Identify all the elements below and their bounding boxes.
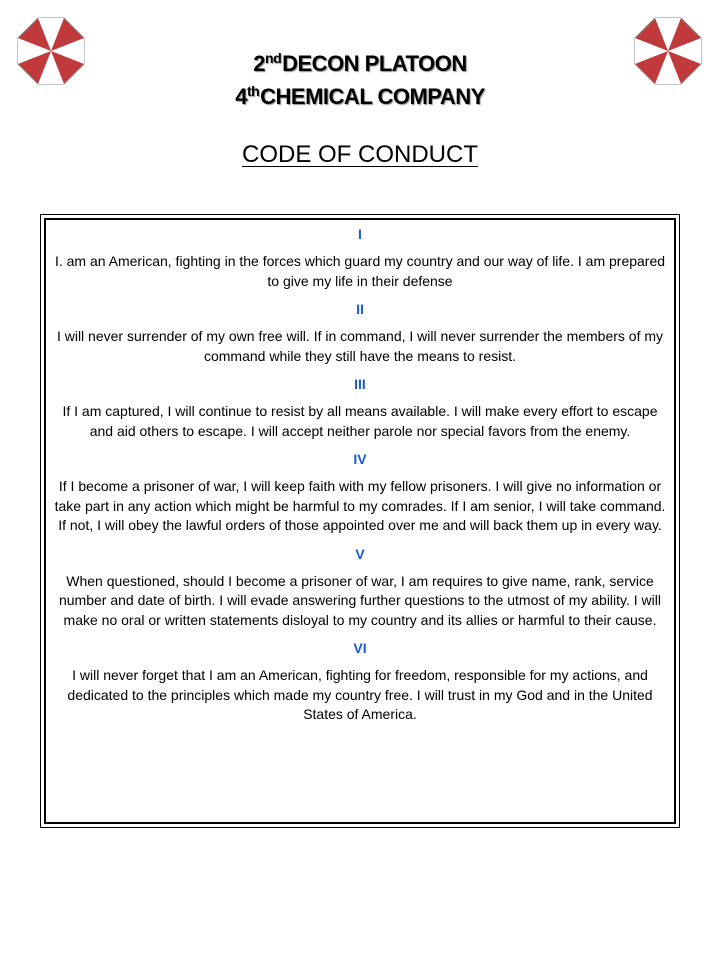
code-frame xyxy=(40,214,680,828)
page-title: CODE OF CONDUCT xyxy=(242,141,478,168)
company-name: CHEMICAL COMPANY xyxy=(260,84,485,109)
code-frame-inner xyxy=(44,218,676,824)
article-text: I will never forget that I am an American, fighting for freedom, responsible for my actions, and dedicated to the principles which made my country free. I will trust in my God and in the United States of America. xyxy=(67,667,653,722)
platoon-ordinal: 2 xyxy=(253,51,266,76)
article-numeral: IV xyxy=(353,451,367,467)
company-heading xyxy=(0,83,720,113)
article-text: I will never surrender of my own free will. If in command, I will never surrender the members of my command while they still have the means to resist. xyxy=(56,328,664,364)
article-text: I. am an American, fighting in the forces which guard my country and our way of life. I am prepared to give my life in their defense xyxy=(54,253,666,289)
platoon-name: DECON PLATOON xyxy=(282,51,467,76)
article-numeral: III xyxy=(354,376,366,392)
article-numeral: V xyxy=(355,545,365,562)
platoon-heading xyxy=(0,50,720,80)
company-ordinal: 4 xyxy=(235,84,247,109)
article-text: If I become a prisoner of war, I will keep faith with my fellow prisoners. I will give no information or take part in any action which might be harmful to my comrades. If I am senior, I will take command. If not, I will obey the lawful orders of those appointed over me and will back them up in every way. xyxy=(54,478,666,533)
article-text: If I am captured, I will continue to resist by all means available. I will make every effort to escape and aid others to escape. I will accept neither parole nor special favors from the enemy. xyxy=(62,403,658,439)
platoon-ordinal-suffix: nd xyxy=(265,50,282,66)
article-numeral: II xyxy=(356,301,364,317)
article-text: When questioned, should I become a prisoner of war, I am requires to give name, rank, service number and date of birth. I will evade answering further questions to the utmost of my ability. I will make no oral or written statements disloyal to my country and its allies or harmful to their cause. xyxy=(58,572,662,628)
article-numeral: VI xyxy=(353,640,367,656)
company-ordinal-suffix: th xyxy=(246,83,260,99)
article-numeral: I xyxy=(358,226,362,242)
